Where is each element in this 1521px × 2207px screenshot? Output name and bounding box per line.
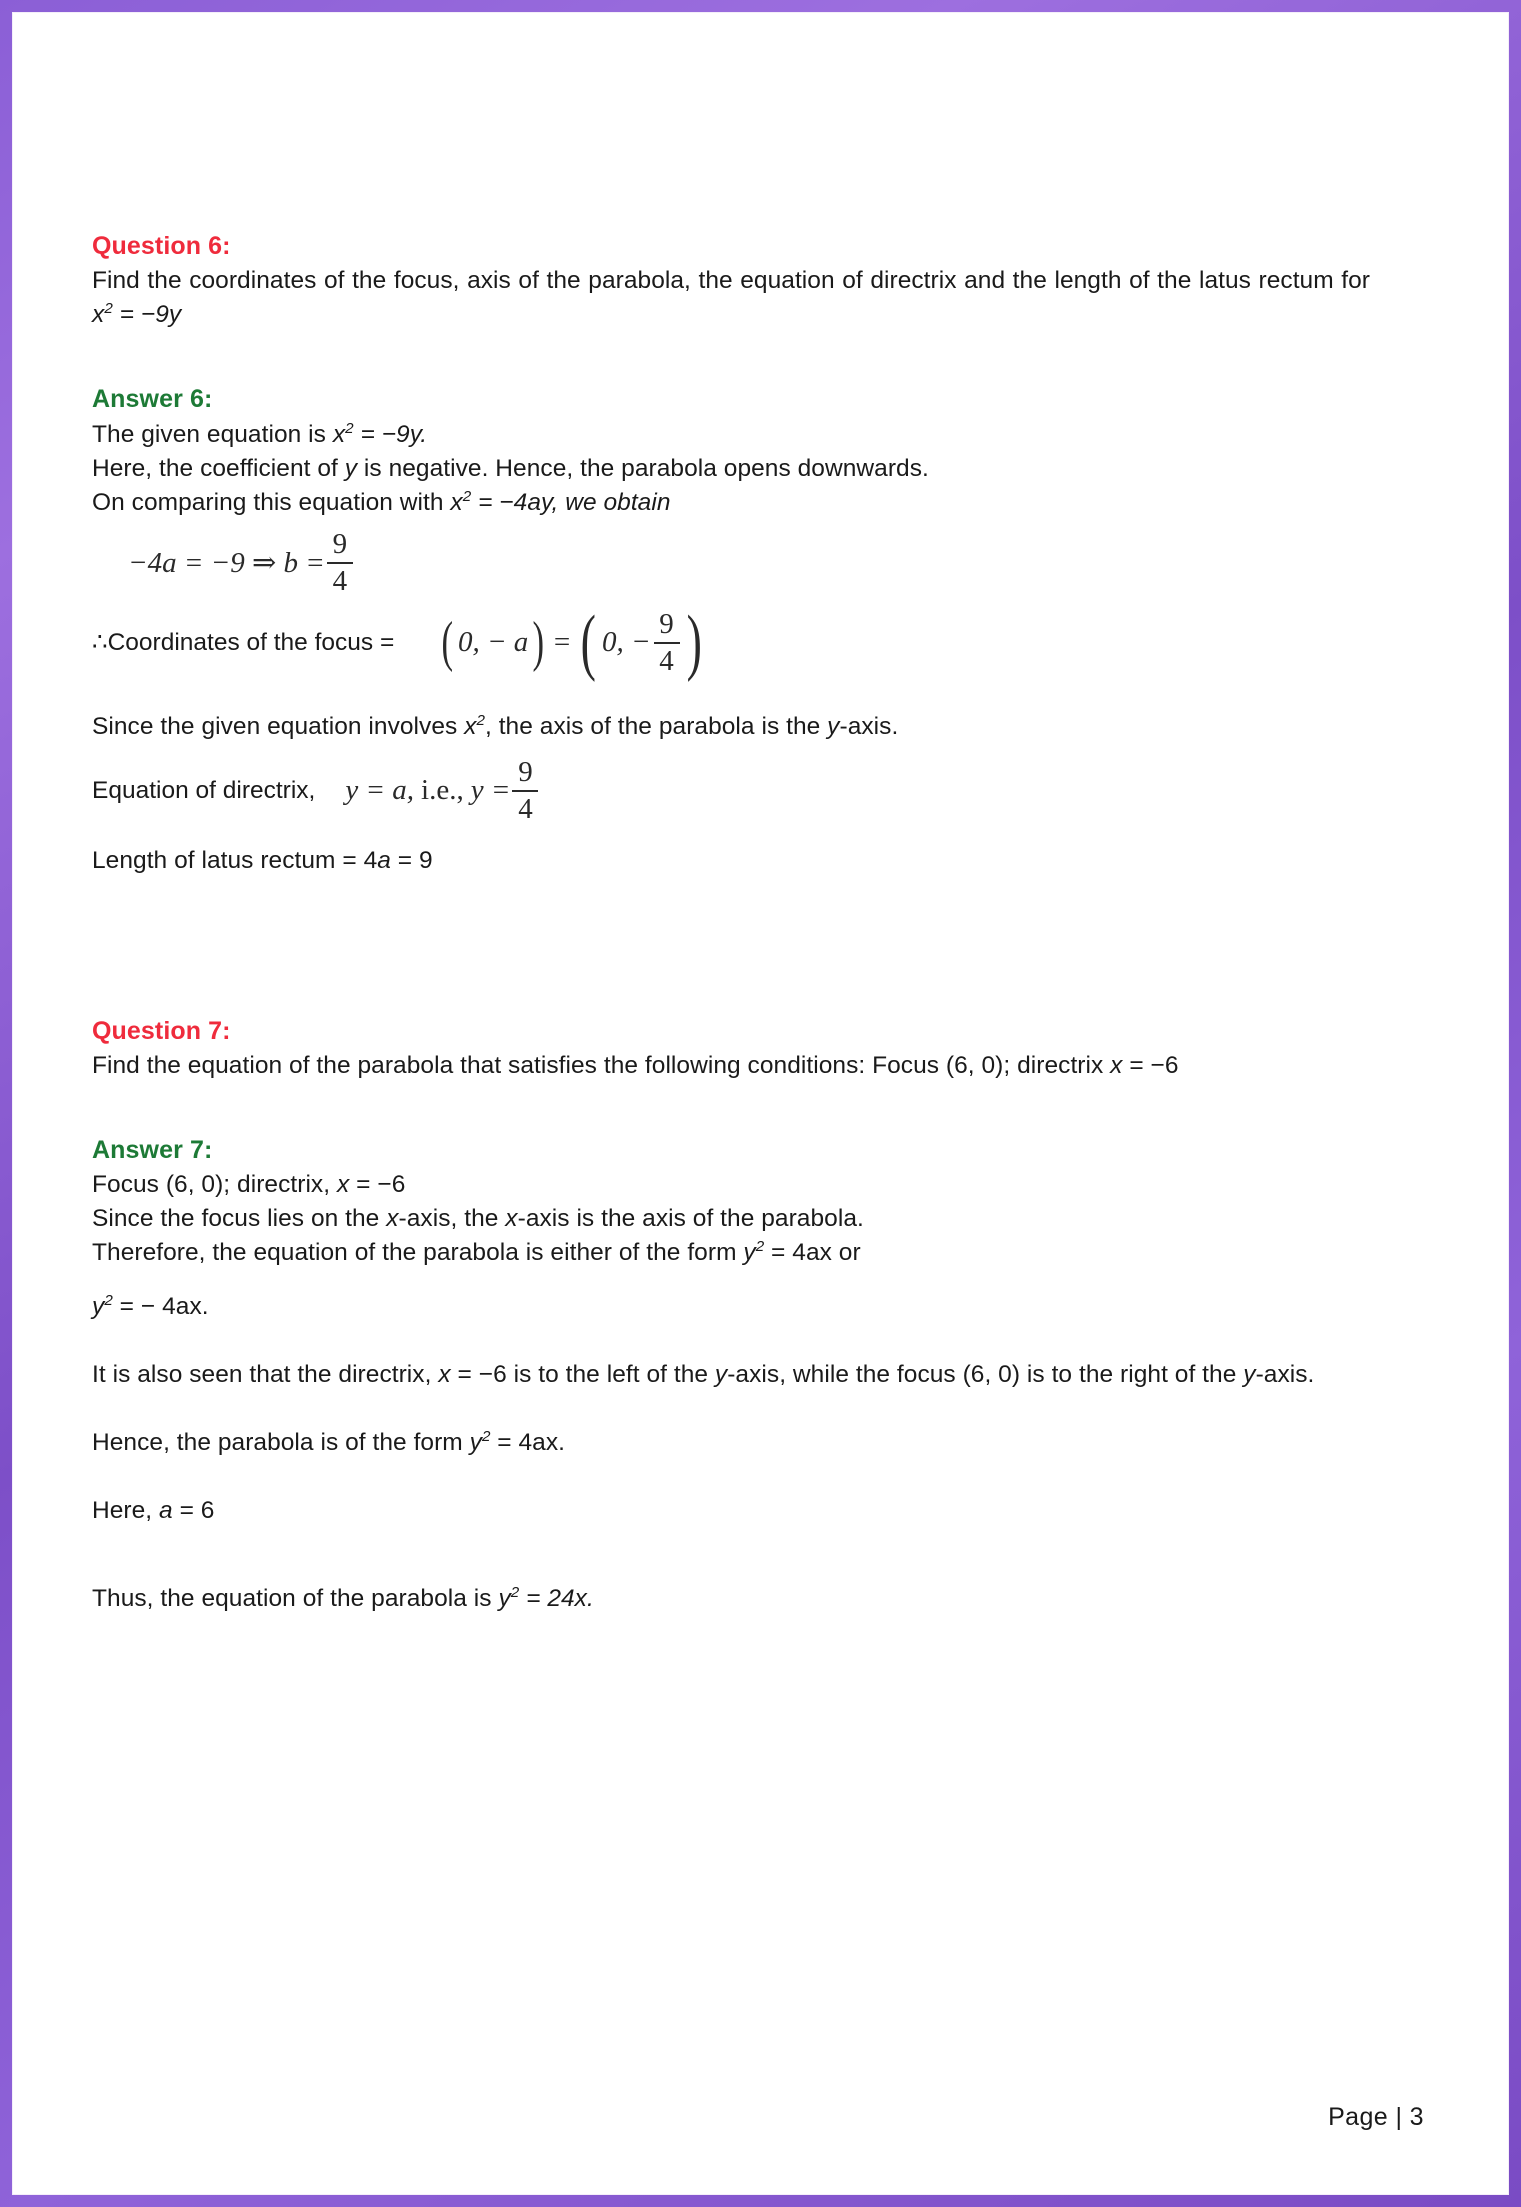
spacer	[92, 824, 1370, 844]
a7-l5d: -axis.	[1255, 1361, 1315, 1388]
a7-l4-exp: 2	[104, 1291, 113, 1309]
answer-6-line-3a: On comparing this equation with	[92, 488, 451, 516]
equation-2-left-body: 0, − a	[457, 626, 529, 658]
a7-l6b: = 4ax.	[490, 1429, 566, 1456]
answer-6-equation-2	[438, 601, 706, 684]
a7-l5c: -axis, while the focus (6, 0) is to the right of the	[727, 1361, 1244, 1388]
answer-6-line-2	[92, 452, 1370, 486]
a7-l3a: Therefore, the equation of the parabola is either of the form	[92, 1239, 744, 1266]
a7-l5-var-2: y	[714, 1361, 728, 1388]
spacer	[92, 1528, 1370, 1562]
a7-l5a: It is also seen that the directrix,	[92, 1361, 439, 1388]
question-6-text	[92, 264, 1370, 332]
equation-2-equals: =	[553, 626, 571, 658]
question-7-text	[92, 1049, 1370, 1083]
axis-line-c: , the axis of the parabola is the	[484, 712, 828, 740]
fraction-bar	[327, 562, 353, 564]
equation-1-numerator: 9	[332, 527, 348, 560]
answer-6-heading: Answer 6:	[92, 385, 213, 414]
latus-b: = 9	[390, 846, 433, 874]
spacer	[92, 1083, 1370, 1135]
answer-6-line-3-var: x	[450, 488, 463, 516]
answer-6-directrix-row	[92, 755, 1370, 825]
a7-l8-var: y	[498, 1585, 511, 1612]
a7-l5-var-3: y	[1243, 1361, 1256, 1388]
fraction-bar	[654, 642, 680, 644]
left-paren-close: )	[532, 611, 545, 674]
equation-1-expression	[128, 527, 355, 597]
answer-6-line-3c: = −4ay, we obtain	[471, 488, 671, 516]
answer-6-line-1-var: x	[332, 420, 346, 448]
a7-l6a: Hence, the parabola is of the form	[92, 1429, 470, 1456]
a7-l2b: -axis, the	[398, 1205, 506, 1232]
answer-6-line-1a: The given equation is	[92, 420, 333, 448]
axis-line-d: -axis.	[839, 712, 899, 740]
answer-7-line-2	[92, 1202, 1370, 1236]
a7-l2-var-2: x	[505, 1205, 518, 1232]
answer-6-line-2a: Here, the coefficient of	[92, 454, 345, 482]
spacer	[92, 1270, 1370, 1290]
axis-line-a: Since the given equation involves	[92, 712, 465, 740]
answer-6-latus-rectum-line	[92, 844, 1370, 878]
page-number-footer: Page | 3	[1328, 2103, 1424, 2131]
a7-l6-var: y	[469, 1429, 482, 1456]
equation-2-denominator: 4	[659, 644, 674, 677]
spacer	[92, 1392, 1370, 1426]
question-6-eq-base: x	[92, 301, 105, 329]
answer-6-line-1	[92, 418, 1370, 452]
a7-l2-var-1: x	[386, 1205, 399, 1232]
a7-l7b: = 6	[172, 1497, 215, 1524]
question-6-eq-rest: = −9y	[112, 301, 182, 329]
question-7-heading: Question 7:	[92, 1016, 231, 1045]
a7-l8-exp: 2	[510, 1583, 520, 1601]
a7-l4-var: y	[92, 1293, 105, 1320]
a7-l3-exp: 2	[755, 1237, 765, 1255]
a7-l3-var: y	[743, 1239, 756, 1266]
axis-line-exp: 2	[476, 711, 485, 729]
latus-var: a	[377, 846, 391, 874]
a7-l3b: = 4ax or	[764, 1239, 861, 1266]
equation-3-rhs: y =	[470, 774, 511, 806]
answer-7-line-8	[92, 1582, 1370, 1616]
page-canvas	[12, 12, 1509, 2195]
a7-l2a: Since the focus lies on the	[92, 1205, 387, 1232]
a7-l1a: Focus (6, 0); directrix,	[92, 1171, 337, 1198]
equation-3-numerator: 9	[518, 755, 533, 788]
answer-7-line-4	[92, 1290, 1370, 1324]
question-6-body: Find the coordinates of the focus, axis of the parabola, the equation of directrix and the length of the latus rectum for	[92, 267, 1370, 295]
question-6-heading: Question 6:	[92, 232, 231, 260]
answer-6-line-1c: = −9y.	[353, 420, 428, 448]
answer-7-line-6	[92, 1426, 1370, 1460]
equation-3-ie: i.e.,	[421, 774, 464, 806]
answer-6-line-3	[92, 486, 1370, 520]
answer-7-line-5	[92, 1358, 1370, 1392]
spacer	[92, 982, 1370, 1016]
spacer	[92, 878, 1370, 982]
answer-6-line-3-exp: 2	[462, 487, 472, 505]
a7-l2c: -axis is the axis of the parabola.	[517, 1205, 864, 1232]
a7-l5b: = −6 is to the left of the	[450, 1361, 715, 1388]
spacer	[92, 332, 1370, 384]
answer-6-focus-row	[92, 601, 1370, 684]
a7-l7a: Here,	[92, 1497, 160, 1524]
equation-1-fraction	[327, 527, 353, 597]
a7-l8b: = 24x.	[519, 1585, 594, 1612]
fraction-bar	[512, 790, 538, 792]
document-content	[92, 231, 1370, 1616]
axis-line-var-y: y	[827, 712, 840, 740]
a7-l4b: = − 4ax.	[112, 1293, 209, 1320]
right-paren-open: (	[580, 601, 597, 684]
spacer	[92, 676, 1370, 710]
equation-3-lhs: y = a,	[345, 774, 415, 806]
a7-l7-var: a	[159, 1497, 173, 1524]
a7-l6-exp: 2	[481, 1427, 491, 1445]
answer-7-line-1	[92, 1168, 1370, 1202]
left-paren-open: (	[441, 611, 454, 674]
answer-6-line-1-exp: 2	[345, 419, 354, 437]
spacer	[92, 1324, 1370, 1358]
spacer	[92, 1460, 1370, 1494]
question-6-eq-exponent: 2	[104, 300, 113, 318]
equation-3-denominator: 4	[518, 792, 533, 825]
answer-6-line-2b: is negative. Hence, the parabola opens downwards.	[357, 454, 929, 482]
right-paren-close: )	[686, 601, 702, 684]
answer-6-equation-1	[128, 527, 1370, 597]
question-7-body: Find the equation of the parabola that satisfies the following conditions: Focus (6, 0); directrix	[92, 1051, 1111, 1079]
answer-7-line-7	[92, 1494, 1370, 1528]
equation-1-denominator: 4	[332, 564, 348, 597]
a7-l8a: Thus, the equation of the parabola is	[92, 1585, 499, 1612]
equation-2-right-body: 0, −	[601, 626, 651, 658]
equation-2-fraction	[654, 607, 680, 677]
answer-6-line-2-var: y	[344, 454, 358, 482]
latus-a: Length of latus rectum = 4	[92, 846, 378, 874]
question-7-rest: = −6	[1122, 1051, 1179, 1079]
focus-label: ∴Coordinates of the focus =	[92, 628, 395, 656]
answer-7-line-3	[92, 1236, 1370, 1270]
question-7-var: x	[1110, 1051, 1123, 1079]
directrix-label: Equation of directrix,	[92, 776, 316, 804]
answer-7-heading: Answer 7:	[92, 1135, 213, 1164]
equation-3-fraction	[512, 755, 538, 825]
a7-l1-var: x	[336, 1171, 350, 1198]
equation-2-numerator: 9	[659, 607, 674, 640]
a7-l1b: = −6	[349, 1171, 406, 1198]
a7-l5-var-1: x	[438, 1361, 451, 1388]
axis-line-var-x: x	[464, 712, 477, 740]
answer-6-equation-3	[345, 755, 540, 825]
spacer	[92, 1562, 1370, 1582]
answer-6-axis-line	[92, 710, 1370, 744]
equation-1-lhs: −4a = −9 ⇒ b =	[128, 547, 325, 579]
